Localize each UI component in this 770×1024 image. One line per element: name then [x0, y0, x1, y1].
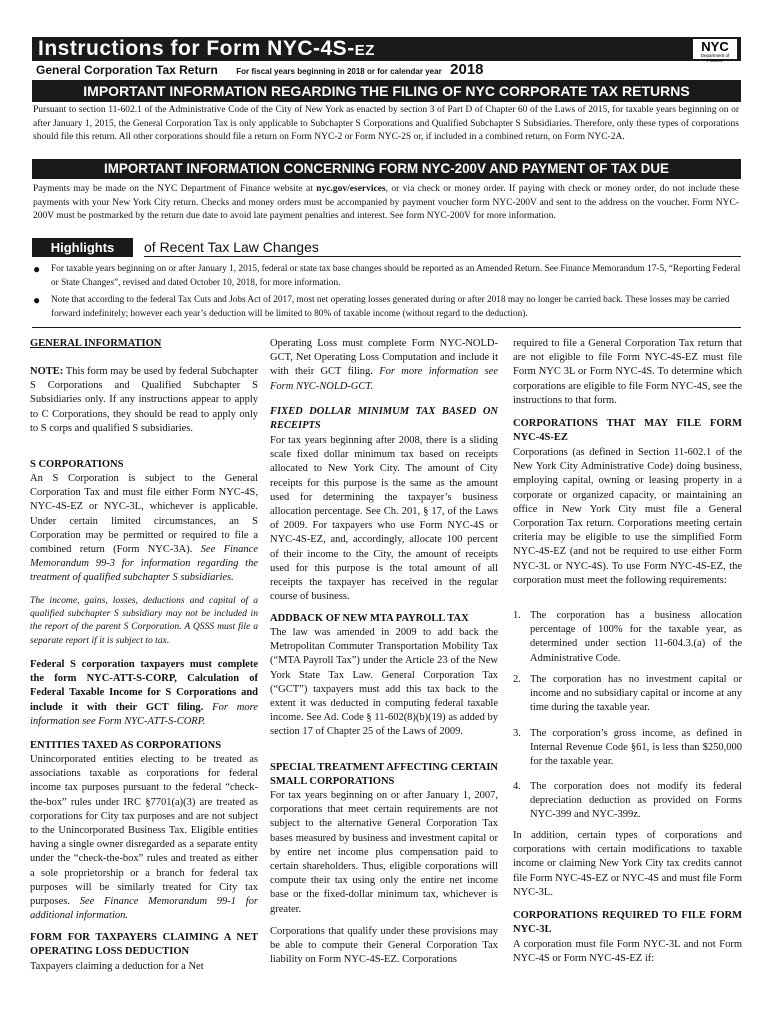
fixed-heading: FIXED DOLLAR MINIMUM TAX BASED ON RECEIPTS	[270, 406, 498, 432]
required-heading: CORPORATIONS REQUIRED TO FILE FORM NYC-3L	[513, 910, 742, 936]
requirement-item	[513, 673, 742, 719]
bullet-icon: ●	[33, 293, 41, 307]
nyc-logo	[693, 39, 737, 63]
highlights-rule	[144, 256, 741, 257]
eservices-link[interactable]: nyc.gov/eservices	[316, 184, 386, 194]
s-corp-text: An S Corporation is subject to the General Corporation Tax and must file either Form NYC-4S, NYC-4S-EZ or NYC-3L, whichever is applicable. Under certain limited circumstances, an S Corporation may be permitted or required to file a combined return (Form NYC-3A).	[30, 473, 258, 556]
column-3	[513, 337, 742, 1017]
note-text: This form may be used by federal Subchapter S Corporations and Qualified Subchapter S Subsidiaries only. If any instructions appear to apply to C Corporations, they should be read to apply only to S corps and qualified S subsidiaries.	[30, 366, 258, 434]
requirement-item	[513, 780, 742, 826]
nol-text: Taxpayers claiming a deduction for a Net	[30, 961, 204, 972]
requirement-item	[513, 609, 742, 669]
qualify-text: Corporations that qualify under these provisions may be able to compute their General Corporation Tax liability on Form NYC-4S-EZ. Corporations	[270, 926, 498, 966]
subtitle: General Corporation Tax Return	[36, 63, 218, 77]
mta-text: The law was amended in 2009 to add back the Metropolitan Commuter Transportation Mobility Tax (“MTA Payroll Tax”) under the Article 23 of the New York State Tax Law. General Corporation Tax (“GCT”) taxpayers must add this tax back to the extent it was deducted in computing federal taxable income. See Ad. Code § 11-602(8)(b)(19) as added by section 17 of Chapter 25 of the Laws of 2009.	[270, 627, 498, 738]
nol-italic: For more information see Form NYC-NOLD-GCT.	[270, 366, 498, 392]
nol-cont-paragraph	[270, 337, 498, 394]
divider	[32, 327, 741, 328]
entities-text: Unincorporated entities electing to be treated as associations taxable as corporations for federal income tax purposes pursuant to the federal “check-the-box” rules under IRC §7701(a)(3) are treated as corporations for City tax purposes and are not subject to the Unincorporated Business Tax. Eligible entities having a single owner disregarded as a separate entity under the “check-the-box” rules and treated as either a sole proprietorship or a branch for federal tax purposes will be similarly treated for City tax purposes.	[30, 754, 258, 908]
title-main: Instructions for Form NYC-4S-	[38, 37, 355, 60]
may-file-text: Corporations (as defined in Section 11-602.1 of the New York City Administrative Code) doing business, employing capital, owning or leasing property in a corporate or organized capacity, or maintaining an office in New York City must file a General Corporation Tax return. Corporations meeting certain criteria may be eligible to use the simplified Form NYC-4S-EZ (and not be required to use either Form NYC-3L or NYC-4S). To use Form NYC-4S-EZ, the corporation must meet the following requirements:	[513, 447, 742, 586]
logo-text: NYC	[701, 39, 729, 54]
requirement-text: The corporation has a business allocation percentage of 100% for the taxable year, as determined under section 11-604.3.(a) of the Administrative Code.	[530, 610, 742, 664]
may-file-heading: CORPORATIONS THAT MAY FILE FORM NYC-4S-EZ	[513, 418, 742, 444]
general-heading: GENERAL INFORMATION	[30, 338, 162, 349]
notice2-text	[33, 183, 739, 224]
required-text: A corporation must file Form NYC-3L and not Form NYC-4S or Form NYC-4S-EZ if:	[513, 939, 742, 965]
bullet-text: Note that according to the federal Tax Cuts and Jobs Act of 2017, most net operating losses generated during or after 2018 may no longer be carried back. These losses may be carried forward indefinitely; however each year’s deduction will be limited to 80% of taxable income (without regard to the deduction).	[51, 295, 730, 319]
notice2-text-a: Payments may be made on the NYC Department of Finance website at	[33, 184, 317, 194]
entities-paragraph	[30, 753, 258, 923]
special-heading: SPECIAL TREATMENT AFFECTING CERTAIN SMALL CORPORATIONS	[270, 762, 498, 788]
special-text: For tax years beginning on or after January 1, 2007, corporations that meet certain requirements are not subject to the alternative General Corporation Tax bases measured by business and investment capital or by entire net income plus compensation paid to certain shareholders. Thus, eligible corporations will compute their tax using only the entire net income base or the fixed-dollar minimum tax, whichever is greater.	[270, 790, 498, 915]
mta-heading: ADDBACK OF NEW MTA PAYROLL TAX	[270, 613, 469, 624]
requirement-number: 2.	[513, 674, 521, 685]
note-paragraph	[30, 365, 258, 436]
title-suffix: EZ	[354, 42, 375, 59]
requirement-number: 3.	[513, 728, 521, 739]
requirement-text: The corporation has no investment capital or income and no subsidiary capital or income at any time during the taxable year.	[530, 674, 742, 714]
notice1-text: Pursuant to section 11-602.1 of the Administrative Code of the City of New York as enacted by section 3 of Part D of Chapter 60 of the Laws of 2015, for taxable years beginning on or after January 1, 2015, the General Corporation Tax is only applicable to Subchapter S Corporations and Qualified Subchapter S Subsidiaries. Therefore, only these types of corporations should file this return. All other corporations should file a return on Form NYC-2 or Form NYC-2S or, if included in a combined return, on Form NYC-2A.	[33, 105, 739, 142]
s-corp-paragraph	[30, 472, 258, 586]
s-corp-italic: See Finance Memorandum 99-3 for information regarding the treatment of qualified subchapter S subsidiaries.	[30, 544, 258, 584]
tax-year: 2018	[450, 61, 484, 78]
page-title	[38, 37, 375, 63]
bullet-text: For taxable years beginning on or after January 1, 2015, federal or state tax base changes should be reported as an Amended Return. See Finance Memorandum 17-5, “Reporting Federal or State Changes”, revised and dated October 10, 2018, for more information.	[51, 264, 741, 288]
qsss-note: The income, gains, losses, deductions and capital of a qualified subchapter S subsidiary may not be included in the report of the parent S Corporation. A QSSS must file a separate report if it is subject to tax.	[30, 595, 258, 646]
subtitle-line	[36, 61, 484, 79]
column-2	[270, 337, 498, 1017]
s-corp-heading: S CORPORATIONS	[30, 459, 124, 470]
federal-italic: For more information see Form NYC-ATT-S-CORP.	[30, 701, 258, 727]
logo-subtext: Department of Finance	[700, 53, 730, 63]
nol-cont-text: Operating Loss must complete Form NYC-NOLD-GCT, Net Operating Loss Computation and include it with their GCT filing.	[270, 338, 498, 378]
notice1-heading: IMPORTANT INFORMATION REGARDING THE FILING OF NYC CORPORATE TAX RETURNS	[32, 80, 741, 102]
fiscal-note: For fiscal years beginning in 2018 or for calendar year	[236, 67, 442, 76]
column-1	[30, 337, 258, 1017]
notice2-heading: IMPORTANT INFORMATION CONCERNING FORM NYC-200V AND PAYMENT OF TAX DUE	[32, 159, 741, 179]
addition-text: In addition, certain types of corporations and corporations with certain modifications to taxable income or claiming New York City tax credits cannot file Form NYC-4S-EZ or NYC-4S and must file Form NYC-3L.	[513, 830, 742, 898]
requirement-item	[513, 727, 742, 773]
highlight-bullet	[33, 262, 741, 290]
notice2-text-b: , or via check or money order. If paying with check or money order, do not include these payments with your New York City return. Checks and money orders must be accompanied by payment voucher form NYC-200V and sent to the address on the voucher. Form NYC-200V must be postmarked by the return due date to avoid late payment penalties and interest. See form NYC-200V for more information.	[33, 184, 739, 221]
highlights-label: Highlights	[32, 238, 133, 257]
federal-bold: Federal S corporation taxpayers must complete the form NYC-ATT-S-CORP, Calculation of Federal Taxable Income for S Corporations and include it with their GCT filing.	[30, 659, 258, 713]
required-cont-text: required to file a General Corporation Tax return that are not eligible to file Form NYC-4S-EZ must file Form NYC 3L or Form NYC-4S. To determine which corporations are eligible to file Form NYC-4S, see the instructions to that form.	[513, 338, 742, 406]
federal-paragraph	[30, 658, 258, 729]
bullet-icon: ●	[33, 262, 41, 276]
requirement-number: 4.	[513, 781, 521, 792]
fixed-text: For tax years beginning after 2008, there is a sliding scale fixed dollar minimum tax based on receipts allocated to New York City. The amount of City receipts for this purpose is the same as the amount used for determining the taxpayer’s business allocation percentage. See Ch. 201, § 17, of the Laws of 2009. For taxpayers who use Form NYC-4S or NYC-4S-EZ, and, accordingly, allocate 100 percent of their income to the City, the amount of receipts used for this purpose is the total amount of all receipts the taxpayer has received in the regular course of business.	[270, 435, 498, 603]
entities-italic: See Finance Memorandum 99-1 for additional information.	[30, 896, 258, 922]
entities-heading: ENTITIES TAXED AS CORPORATIONS	[30, 740, 222, 751]
requirement-text: The corporation’s gross income, as defined in Internal Revenue Code §61, is less than $250,000 for the taxable year.	[530, 728, 742, 768]
highlight-bullet	[33, 293, 741, 321]
requirement-text: The corporation does not modify its federal depreciation deduction as provided on Forms NYC-399 and NYC-399z.	[530, 781, 742, 821]
note-label: NOTE:	[30, 366, 64, 377]
nol-heading: FORM FOR TAXPAYERS CLAIMING A NET OPERATING LOSS DEDUCTION	[30, 932, 258, 958]
highlights-tail: of Recent Tax Law Changes	[144, 239, 319, 255]
requirement-number: 1.	[513, 610, 521, 621]
title-bar	[32, 37, 741, 61]
